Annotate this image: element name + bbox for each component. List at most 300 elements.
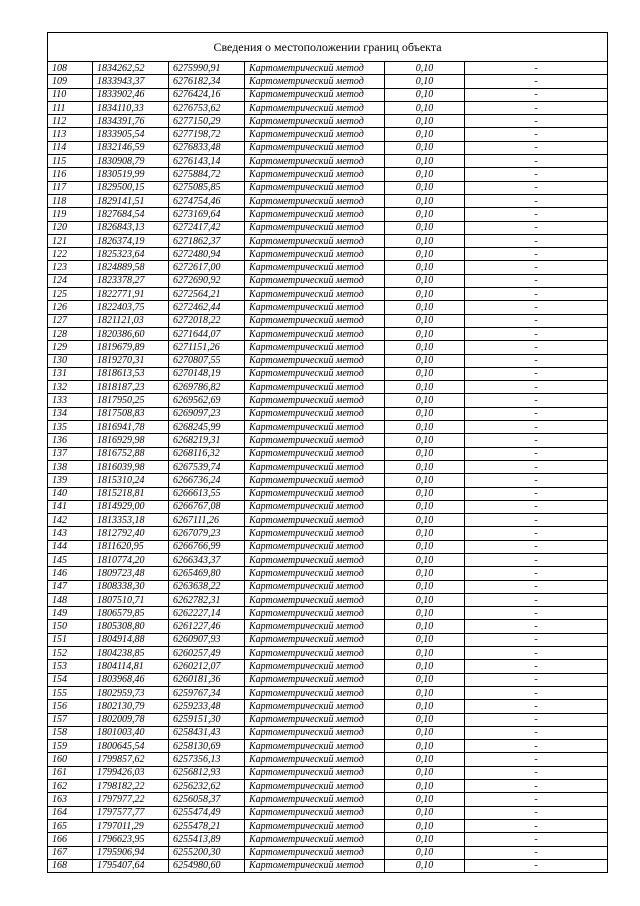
method-cell: Картометрический метод (245, 567, 385, 580)
accuracy-cell: 0,10 (385, 274, 465, 287)
method-cell: Картометрический метод (245, 221, 385, 234)
description-cell: - (465, 341, 608, 354)
table-row (48, 248, 608, 261)
description-cell: - (465, 540, 608, 553)
accuracy-cell: 0,10 (385, 168, 465, 181)
table-row (48, 593, 608, 606)
accuracy-cell: 0,10 (385, 673, 465, 686)
accuracy-cell: 0,10 (385, 234, 465, 247)
method-cell: Картометрический метод (245, 793, 385, 806)
method-cell: Картометрический метод (245, 806, 385, 819)
description-cell: - (465, 846, 608, 859)
description-cell: - (465, 155, 608, 168)
method-cell: Картометрический метод (245, 301, 385, 314)
accuracy-cell: 0,10 (385, 208, 465, 221)
description-cell: - (465, 181, 608, 194)
accuracy-cell: 0,10 (385, 155, 465, 168)
point-number-cell: 137 (48, 447, 93, 460)
point-number-cell: 148 (48, 593, 93, 606)
accuracy-cell: 0,10 (385, 753, 465, 766)
method-cell: Картометрический метод (245, 234, 385, 247)
accuracy-cell: 0,10 (385, 194, 465, 207)
point-number-cell: 153 (48, 660, 93, 673)
point-number-cell: 136 (48, 434, 93, 447)
accuracy-cell: 0,10 (385, 221, 465, 234)
y-coordinate-cell: 6275085,85 (169, 181, 245, 194)
table-row (48, 793, 608, 806)
point-number-cell: 135 (48, 421, 93, 434)
x-coordinate-cell: 1824889,58 (93, 261, 169, 274)
table-row (48, 780, 608, 793)
description-cell: - (465, 500, 608, 513)
accuracy-cell: 0,10 (385, 487, 465, 500)
accuracy-cell: 0,10 (385, 500, 465, 513)
point-number-cell: 142 (48, 514, 93, 527)
boundary-coordinates-table (47, 32, 608, 873)
x-coordinate-cell: 1809723,48 (93, 567, 169, 580)
point-number-cell: 123 (48, 261, 93, 274)
table-row (48, 88, 608, 101)
description-cell: - (465, 553, 608, 566)
method-cell: Картометрический метод (245, 194, 385, 207)
method-cell: Картометрический метод (245, 101, 385, 114)
y-coordinate-cell: 6254980,60 (169, 859, 245, 872)
method-cell: Картометрический метод (245, 381, 385, 394)
point-number-cell: 147 (48, 580, 93, 593)
table-row (48, 447, 608, 460)
table-row (48, 460, 608, 473)
x-coordinate-cell: 1799857,62 (93, 753, 169, 766)
point-number-cell: 118 (48, 194, 93, 207)
point-number-cell: 165 (48, 819, 93, 832)
x-coordinate-cell: 1802009,78 (93, 713, 169, 726)
accuracy-cell: 0,10 (385, 181, 465, 194)
table-row (48, 168, 608, 181)
x-coordinate-cell: 1834110,33 (93, 101, 169, 114)
table-row (48, 181, 608, 194)
table-row (48, 381, 608, 394)
method-cell: Картометрический метод (245, 593, 385, 606)
description-cell: - (465, 407, 608, 420)
method-cell: Картометрический метод (245, 607, 385, 620)
description-cell: - (465, 833, 608, 846)
accuracy-cell: 0,10 (385, 261, 465, 274)
point-number-cell: 151 (48, 633, 93, 646)
point-number-cell: 121 (48, 234, 93, 247)
description-cell: - (465, 274, 608, 287)
x-coordinate-cell: 1798182,22 (93, 780, 169, 793)
method-cell: Картометрический метод (245, 447, 385, 460)
x-coordinate-cell: 1807510,71 (93, 593, 169, 606)
accuracy-cell: 0,10 (385, 314, 465, 327)
y-coordinate-cell: 6266343,37 (169, 553, 245, 566)
accuracy-cell: 0,10 (385, 686, 465, 699)
description-cell: - (465, 62, 608, 75)
method-cell: Картометрический метод (245, 859, 385, 872)
point-number-cell: 149 (48, 607, 93, 620)
table-row (48, 553, 608, 566)
accuracy-cell: 0,10 (385, 553, 465, 566)
point-number-cell: 167 (48, 846, 93, 859)
x-coordinate-cell: 1811620,95 (93, 540, 169, 553)
description-cell: - (465, 301, 608, 314)
accuracy-cell: 0,10 (385, 248, 465, 261)
x-coordinate-cell: 1829141,51 (93, 194, 169, 207)
accuracy-cell: 0,10 (385, 647, 465, 660)
x-coordinate-cell: 1825323,64 (93, 248, 169, 261)
description-cell: - (465, 141, 608, 154)
y-coordinate-cell: 6275884,72 (169, 168, 245, 181)
point-number-cell: 109 (48, 75, 93, 88)
accuracy-cell: 0,10 (385, 540, 465, 553)
accuracy-cell: 0,10 (385, 394, 465, 407)
point-number-cell: 150 (48, 620, 93, 633)
table-row (48, 846, 608, 859)
method-cell: Картометрический метод (245, 421, 385, 434)
method-cell: Картометрический метод (245, 780, 385, 793)
x-coordinate-cell: 1834262,52 (93, 62, 169, 75)
method-cell: Картометрический метод (245, 846, 385, 859)
accuracy-cell: 0,10 (385, 460, 465, 473)
x-coordinate-cell: 1813353,18 (93, 514, 169, 527)
table-row (48, 208, 608, 221)
accuracy-cell: 0,10 (385, 819, 465, 832)
table-row (48, 766, 608, 779)
description-cell: - (465, 713, 608, 726)
table-row (48, 407, 608, 420)
point-number-cell: 119 (48, 208, 93, 221)
point-number-cell: 141 (48, 500, 93, 513)
method-cell: Картометрический метод (245, 168, 385, 181)
point-number-cell: 164 (48, 806, 93, 819)
description-cell: - (465, 288, 608, 301)
accuracy-cell: 0,10 (385, 846, 465, 859)
accuracy-cell: 0,10 (385, 567, 465, 580)
description-cell: - (465, 194, 608, 207)
y-coordinate-cell: 6259151,30 (169, 713, 245, 726)
description-cell: - (465, 75, 608, 88)
point-number-cell: 157 (48, 713, 93, 726)
table-row (48, 580, 608, 593)
accuracy-cell: 0,10 (385, 859, 465, 872)
description-cell: - (465, 421, 608, 434)
x-coordinate-cell: 1830519,99 (93, 168, 169, 181)
method-cell: Картометрический метод (245, 407, 385, 420)
method-cell: Картометрический метод (245, 261, 385, 274)
x-coordinate-cell: 1826843,13 (93, 221, 169, 234)
description-cell: - (465, 753, 608, 766)
point-number-cell: 154 (48, 673, 93, 686)
description-cell: - (465, 460, 608, 473)
point-number-cell: 125 (48, 288, 93, 301)
table-row (48, 740, 608, 753)
method-cell: Картометрический метод (245, 740, 385, 753)
table-row (48, 607, 608, 620)
x-coordinate-cell: 1804114,81 (93, 660, 169, 673)
table-row (48, 633, 608, 646)
x-coordinate-cell: 1826374,19 (93, 234, 169, 247)
point-number-cell: 156 (48, 700, 93, 713)
x-coordinate-cell: 1795407,64 (93, 859, 169, 872)
accuracy-cell: 0,10 (385, 288, 465, 301)
accuracy-cell: 0,10 (385, 780, 465, 793)
description-cell: - (465, 261, 608, 274)
point-number-cell: 112 (48, 115, 93, 128)
method-cell: Картометрический метод (245, 62, 385, 75)
table-row (48, 301, 608, 314)
x-coordinate-cell: 1816941,78 (93, 421, 169, 434)
method-cell: Картометрический метод (245, 553, 385, 566)
method-cell: Картометрический метод (245, 474, 385, 487)
x-coordinate-cell: 1817950,25 (93, 394, 169, 407)
description-cell: - (465, 234, 608, 247)
description-cell: - (465, 806, 608, 819)
table-row (48, 806, 608, 819)
table-row (48, 726, 608, 739)
y-coordinate-cell: 6262227,14 (169, 607, 245, 620)
accuracy-cell: 0,10 (385, 580, 465, 593)
x-coordinate-cell: 1797977,22 (93, 793, 169, 806)
y-coordinate-cell: 6255200,30 (169, 846, 245, 859)
y-coordinate-cell: 6255474,49 (169, 806, 245, 819)
description-cell: - (465, 700, 608, 713)
method-cell: Картометрический метод (245, 274, 385, 287)
x-coordinate-cell: 1829500,15 (93, 181, 169, 194)
method-cell: Картометрический метод (245, 500, 385, 513)
point-number-cell: 132 (48, 381, 93, 394)
y-coordinate-cell: 6256232,62 (169, 780, 245, 793)
accuracy-cell: 0,10 (385, 327, 465, 340)
point-number-cell: 122 (48, 248, 93, 261)
method-cell: Картометрический метод (245, 155, 385, 168)
table-row (48, 367, 608, 380)
accuracy-cell: 0,10 (385, 354, 465, 367)
description-cell: - (465, 327, 608, 340)
y-coordinate-cell: 6269562,69 (169, 394, 245, 407)
x-coordinate-cell: 1818187,23 (93, 381, 169, 394)
accuracy-cell: 0,10 (385, 793, 465, 806)
description-cell: - (465, 168, 608, 181)
y-coordinate-cell: 6271862,37 (169, 234, 245, 247)
table-row (48, 421, 608, 434)
point-number-cell: 134 (48, 407, 93, 420)
method-cell: Картометрический метод (245, 181, 385, 194)
accuracy-cell: 0,10 (385, 726, 465, 739)
table-row (48, 514, 608, 527)
x-coordinate-cell: 1815310,24 (93, 474, 169, 487)
y-coordinate-cell: 6266736,24 (169, 474, 245, 487)
method-cell: Картометрический метод (245, 88, 385, 101)
point-number-cell: 129 (48, 341, 93, 354)
table-row (48, 274, 608, 287)
table-row (48, 115, 608, 128)
description-cell: - (465, 607, 608, 620)
table-title: Сведения о местоположении границ объекта (48, 33, 608, 62)
point-number-cell: 124 (48, 274, 93, 287)
method-cell: Картометрический метод (245, 115, 385, 128)
accuracy-cell: 0,10 (385, 62, 465, 75)
accuracy-cell: 0,10 (385, 833, 465, 846)
table-row (48, 713, 608, 726)
point-number-cell: 138 (48, 460, 93, 473)
y-coordinate-cell: 6266766,99 (169, 540, 245, 553)
accuracy-cell: 0,10 (385, 141, 465, 154)
y-coordinate-cell: 6272690,92 (169, 274, 245, 287)
accuracy-cell: 0,10 (385, 447, 465, 460)
point-number-cell: 128 (48, 327, 93, 340)
y-coordinate-cell: 6274754,46 (169, 194, 245, 207)
accuracy-cell: 0,10 (385, 766, 465, 779)
table-row (48, 62, 608, 75)
x-coordinate-cell: 1830908,79 (93, 155, 169, 168)
point-number-cell: 115 (48, 155, 93, 168)
table-row (48, 753, 608, 766)
x-coordinate-cell: 1822771,91 (93, 288, 169, 301)
x-coordinate-cell: 1804238,85 (93, 647, 169, 660)
y-coordinate-cell: 6270807,55 (169, 354, 245, 367)
y-coordinate-cell: 6261227,46 (169, 620, 245, 633)
boundary-sheet (47, 32, 607, 873)
y-coordinate-cell: 6259233,48 (169, 700, 245, 713)
description-cell: - (465, 859, 608, 872)
x-coordinate-cell: 1822403,75 (93, 301, 169, 314)
point-number-cell: 127 (48, 314, 93, 327)
point-number-cell: 131 (48, 367, 93, 380)
y-coordinate-cell: 6269786,82 (169, 381, 245, 394)
table-header-row (48, 33, 608, 62)
y-coordinate-cell: 6275990,91 (169, 62, 245, 75)
x-coordinate-cell: 1817508,83 (93, 407, 169, 420)
table-row (48, 128, 608, 141)
accuracy-cell: 0,10 (385, 101, 465, 114)
accuracy-cell: 0,10 (385, 700, 465, 713)
description-cell: - (465, 367, 608, 380)
point-number-cell: 155 (48, 686, 93, 699)
accuracy-cell: 0,10 (385, 115, 465, 128)
y-coordinate-cell: 6265469,80 (169, 567, 245, 580)
description-cell: - (465, 101, 608, 114)
x-coordinate-cell: 1812792,40 (93, 527, 169, 540)
method-cell: Картометрический метод (245, 527, 385, 540)
description-cell: - (465, 128, 608, 141)
table-row (48, 474, 608, 487)
method-cell: Картометрический метод (245, 647, 385, 660)
description-cell: - (465, 740, 608, 753)
description-cell: - (465, 88, 608, 101)
method-cell: Картометрический метод (245, 141, 385, 154)
y-coordinate-cell: 6255413,89 (169, 833, 245, 846)
table-row (48, 686, 608, 699)
accuracy-cell: 0,10 (385, 301, 465, 314)
point-number-cell: 116 (48, 168, 93, 181)
description-cell: - (465, 766, 608, 779)
description-cell: - (465, 686, 608, 699)
accuracy-cell: 0,10 (385, 740, 465, 753)
method-cell: Картометрический метод (245, 248, 385, 261)
description-cell: - (465, 487, 608, 500)
x-coordinate-cell: 1806579,85 (93, 607, 169, 620)
point-number-cell: 108 (48, 62, 93, 75)
point-number-cell: 146 (48, 567, 93, 580)
description-cell: - (465, 248, 608, 261)
x-coordinate-cell: 1796623,95 (93, 833, 169, 846)
y-coordinate-cell: 6256812,93 (169, 766, 245, 779)
table-row (48, 288, 608, 301)
table-row (48, 261, 608, 274)
x-coordinate-cell: 1816039,98 (93, 460, 169, 473)
x-coordinate-cell: 1802130,79 (93, 700, 169, 713)
point-number-cell: 144 (48, 540, 93, 553)
description-cell: - (465, 633, 608, 646)
description-cell: - (465, 434, 608, 447)
method-cell: Картометрический метод (245, 686, 385, 699)
y-coordinate-cell: 6276424,16 (169, 88, 245, 101)
x-coordinate-cell: 1816929,98 (93, 434, 169, 447)
accuracy-cell: 0,10 (385, 514, 465, 527)
description-cell: - (465, 593, 608, 606)
accuracy-cell: 0,10 (385, 341, 465, 354)
y-coordinate-cell: 6269097,23 (169, 407, 245, 420)
point-number-cell: 158 (48, 726, 93, 739)
x-coordinate-cell: 1819679,89 (93, 341, 169, 354)
accuracy-cell: 0,10 (385, 367, 465, 380)
method-cell: Картометрический метод (245, 580, 385, 593)
table-row (48, 700, 608, 713)
y-coordinate-cell: 6267539,74 (169, 460, 245, 473)
x-coordinate-cell: 1797577,77 (93, 806, 169, 819)
point-number-cell: 160 (48, 753, 93, 766)
point-number-cell: 126 (48, 301, 93, 314)
point-number-cell: 143 (48, 527, 93, 540)
description-cell: - (465, 567, 608, 580)
x-coordinate-cell: 1833943,37 (93, 75, 169, 88)
y-coordinate-cell: 6260181,36 (169, 673, 245, 686)
table-row (48, 75, 608, 88)
method-cell: Картометрический метод (245, 341, 385, 354)
table-row (48, 221, 608, 234)
point-number-cell: 113 (48, 128, 93, 141)
x-coordinate-cell: 1803968,46 (93, 673, 169, 686)
description-cell: - (465, 474, 608, 487)
method-cell: Картометрический метод (245, 514, 385, 527)
table-row (48, 500, 608, 513)
table-row (48, 194, 608, 207)
table-row (48, 327, 608, 340)
y-coordinate-cell: 6276182,34 (169, 75, 245, 88)
description-cell: - (465, 726, 608, 739)
accuracy-cell: 0,10 (385, 593, 465, 606)
y-coordinate-cell: 6268219,31 (169, 434, 245, 447)
y-coordinate-cell: 6276143,14 (169, 155, 245, 168)
method-cell: Картометрический метод (245, 633, 385, 646)
y-coordinate-cell: 6271151,26 (169, 341, 245, 354)
method-cell: Картометрический метод (245, 766, 385, 779)
point-number-cell: 152 (48, 647, 93, 660)
accuracy-cell: 0,10 (385, 607, 465, 620)
accuracy-cell: 0,10 (385, 88, 465, 101)
method-cell: Картометрический метод (245, 833, 385, 846)
y-coordinate-cell: 6270148,19 (169, 367, 245, 380)
table-row (48, 647, 608, 660)
y-coordinate-cell: 6271644,07 (169, 327, 245, 340)
accuracy-cell: 0,10 (385, 713, 465, 726)
table-row (48, 660, 608, 673)
y-coordinate-cell: 6259767,34 (169, 686, 245, 699)
description-cell: - (465, 514, 608, 527)
x-coordinate-cell: 1819270,31 (93, 354, 169, 367)
x-coordinate-cell: 1832146,59 (93, 141, 169, 154)
x-coordinate-cell: 1810774,20 (93, 553, 169, 566)
